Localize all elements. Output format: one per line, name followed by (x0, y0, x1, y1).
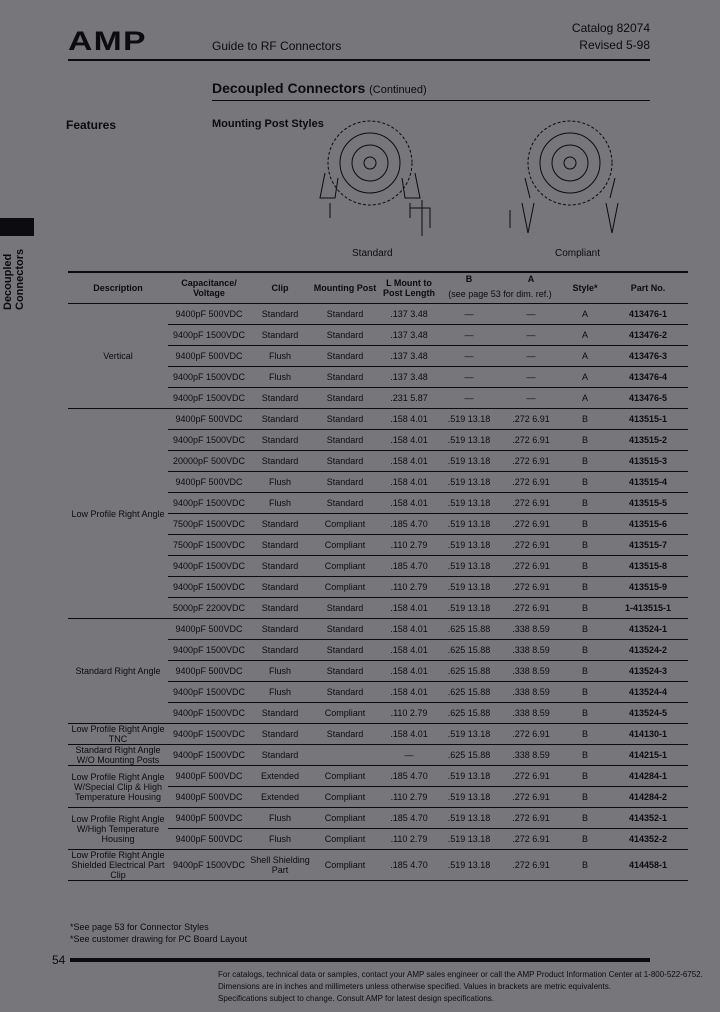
cell-capacitance: 7500pF 1500VDC (168, 514, 250, 535)
catalog-number: Catalog 82074 (571, 21, 650, 35)
cell-mounting-post: Compliant (310, 577, 380, 598)
cell-part-no: 413476-2 (608, 325, 688, 346)
cell-a-dim: .272 6.91 (500, 850, 562, 881)
cell-a-dim: .272 6.91 (500, 808, 562, 829)
cell-b-dim: .519 13.18 (438, 829, 500, 850)
cell-part-no: 413515-4 (608, 472, 688, 493)
cell-a-dim: .272 6.91 (500, 598, 562, 619)
cell-clip: Flush (250, 472, 310, 493)
cell-a-dim: .338 8.59 (500, 619, 562, 640)
cell-style: A (562, 367, 608, 388)
cell-capacitance: 9400pF 1500VDC (168, 325, 250, 346)
cell-b-dim: .519 13.18 (438, 514, 500, 535)
cell-capacitance: 9400pF 1500VDC (168, 493, 250, 514)
cell-l-length: .185 4.70 (380, 850, 438, 881)
cell-b-dim: .519 13.18 (438, 451, 500, 472)
table-body (68, 304, 688, 881)
cell-mounting-post: Standard (310, 367, 380, 388)
table-row (68, 808, 688, 829)
cell-style: B (562, 493, 608, 514)
cell-clip: Extended (250, 766, 310, 787)
section-rule (212, 100, 650, 101)
cell-a-dim: .272 6.91 (500, 724, 562, 745)
table-row (68, 850, 688, 881)
row-description: Low Profile Right Angle Shielded Electrical Part Clip (68, 850, 168, 881)
cell-l-length: .158 4.01 (380, 619, 438, 640)
cell-part-no: 413476-5 (608, 388, 688, 409)
cell-style: B (562, 472, 608, 493)
cell-a-dim: .272 6.91 (500, 409, 562, 430)
cell-clip: Standard (250, 409, 310, 430)
section-subtitle: (Continued) (369, 84, 427, 96)
cell-mounting-post: Compliant (310, 766, 380, 787)
cell-clip: Standard (250, 577, 310, 598)
cell-capacitance: 9400pF 1500VDC (168, 367, 250, 388)
cell-clip: Flush (250, 367, 310, 388)
cell-b-dim: .519 13.18 (438, 766, 500, 787)
cell-part-no: 414215-1 (608, 745, 688, 766)
cell-l-length: .158 4.01 (380, 640, 438, 661)
cell-style: B (562, 682, 608, 703)
cell-a-dim: — (500, 388, 562, 409)
cell-a-dim: .338 8.59 (500, 745, 562, 766)
cell-part-no: 1-413515-1 (608, 598, 688, 619)
footer-text (218, 969, 703, 1005)
cell-clip: Standard (250, 619, 310, 640)
cell-mounting-post: Compliant (310, 787, 380, 808)
cell-capacitance: 9400pF 500VDC (168, 808, 250, 829)
cell-part-no: 414130-1 (608, 724, 688, 745)
table-row (68, 724, 688, 745)
cell-l-length: .158 4.01 (380, 682, 438, 703)
cell-part-no: 414284-1 (608, 766, 688, 787)
row-description: Low Profile Right Angle W/Special Clip & High Temperature Housing (68, 766, 168, 808)
col-mounting-post: Mounting Post (310, 272, 380, 304)
cell-b-dim: — (438, 346, 500, 367)
cell-clip: Flush (250, 808, 310, 829)
mounting-post-drawings (310, 118, 640, 248)
cell-clip: Standard (250, 703, 310, 724)
cell-style: B (562, 745, 608, 766)
cell-mounting-post: Standard (310, 640, 380, 661)
cell-a-dim: .338 8.59 (500, 640, 562, 661)
cell-l-length: .185 4.70 (380, 766, 438, 787)
cell-b-dim: — (438, 304, 500, 325)
cell-l-length: .110 2.79 (380, 577, 438, 598)
cell-a-dim: — (500, 367, 562, 388)
cell-a-dim: .272 6.91 (500, 493, 562, 514)
cell-mounting-post: Standard (310, 388, 380, 409)
features-heading: Features (66, 118, 117, 132)
cell-b-dim: .519 13.18 (438, 808, 500, 829)
cell-b-dim: — (438, 325, 500, 346)
cell-style: A (562, 388, 608, 409)
cell-clip: Flush (250, 493, 310, 514)
cell-part-no: 413476-4 (608, 367, 688, 388)
side-tab-line2: Connectors (14, 248, 26, 310)
side-tab-label (2, 242, 42, 312)
cell-a-dim: .338 8.59 (500, 682, 562, 703)
cell-l-length: .158 4.01 (380, 451, 438, 472)
cell-a-dim: .272 6.91 (500, 829, 562, 850)
cell-mounting-post: Standard (310, 430, 380, 451)
table-row (68, 619, 688, 640)
cell-style: B (562, 409, 608, 430)
cell-clip: Flush (250, 829, 310, 850)
cell-clip: Standard (250, 514, 310, 535)
cell-l-length: .137 3.48 (380, 367, 438, 388)
guide-title: Guide to RF Connectors (212, 39, 342, 53)
cell-l-length: .158 4.01 (380, 430, 438, 451)
table-row (68, 304, 688, 325)
cell-mounting-post: Standard (310, 724, 380, 745)
cell-style: A (562, 325, 608, 346)
cell-b-dim: .519 13.18 (438, 409, 500, 430)
cell-a-dim: .272 6.91 (500, 787, 562, 808)
cell-capacitance: 9400pF 1500VDC (168, 745, 250, 766)
cell-capacitance: 9400pF 500VDC (168, 304, 250, 325)
cell-l-length: .158 4.01 (380, 409, 438, 430)
cell-style: B (562, 556, 608, 577)
mounting-post-heading: Mounting Post Styles (212, 118, 324, 130)
cell-b-dim: .519 13.18 (438, 493, 500, 514)
cell-style: B (562, 703, 608, 724)
cell-clip: Standard (250, 598, 310, 619)
cell-l-length: .158 4.01 (380, 598, 438, 619)
col-clip: Clip (250, 272, 310, 304)
col-capacitance: Capacitance/ Voltage (168, 272, 250, 304)
cell-l-length: .158 4.01 (380, 472, 438, 493)
cell-l-length: .137 3.48 (380, 325, 438, 346)
compliant-label: Compliant (555, 248, 601, 259)
cell-part-no: 414352-2 (608, 829, 688, 850)
cell-mounting-post: Compliant (310, 850, 380, 881)
section-title-text: Decoupled Connectors (212, 80, 366, 96)
cell-capacitance: 9400pF 500VDC (168, 472, 250, 493)
cell-clip: Standard (250, 640, 310, 661)
cell-part-no: 413524-4 (608, 682, 688, 703)
cell-capacitance: 20000pF 500VDC (168, 451, 250, 472)
decoupled-connectors-table (68, 271, 688, 881)
cell-part-no: 413524-1 (608, 619, 688, 640)
cell-part-no: 413515-2 (608, 430, 688, 451)
cell-mounting-post: Standard (310, 409, 380, 430)
cell-b-dim: — (438, 388, 500, 409)
cell-part-no: 413524-3 (608, 661, 688, 682)
cell-b-dim: — (438, 367, 500, 388)
cell-capacitance: 9400pF 500VDC (168, 787, 250, 808)
row-description: Low Profile Right Angle TNC (68, 724, 168, 745)
cell-part-no: 413524-2 (608, 640, 688, 661)
cell-mounting-post: Compliant (310, 808, 380, 829)
cell-style: B (562, 577, 608, 598)
standard-label: Standard (352, 248, 393, 259)
cell-part-no: 413476-3 (608, 346, 688, 367)
cell-a-dim: .272 6.91 (500, 451, 562, 472)
cell-b-dim: .519 13.18 (438, 598, 500, 619)
compliant-post-drawing (510, 121, 618, 233)
cell-b-dim: .519 13.18 (438, 430, 500, 451)
cell-style: B (562, 808, 608, 829)
table-notes (70, 921, 247, 945)
cell-mounting-post: Compliant (310, 556, 380, 577)
cell-l-length: .231 5.87 (380, 388, 438, 409)
cell-part-no: 413515-6 (608, 514, 688, 535)
cell-a-dim: .272 6.91 (500, 577, 562, 598)
section-tab (0, 218, 34, 236)
footer-line: For catalogs, technical data or samples, contact your AMP sales engineer or call the AMP Product Information Center at 1-800-522-6752. (218, 970, 703, 979)
cell-style: B (562, 724, 608, 745)
cell-part-no: 413524-5 (608, 703, 688, 724)
cell-b-dim: .519 13.18 (438, 556, 500, 577)
cell-style: B (562, 619, 608, 640)
cell-style: B (562, 829, 608, 850)
cell-part-no: 413515-3 (608, 451, 688, 472)
cell-capacitance: 9400pF 1500VDC (168, 682, 250, 703)
cell-style: B (562, 661, 608, 682)
note-pcb: *See customer drawing for PC Board Layout (70, 934, 248, 944)
cell-style: B (562, 514, 608, 535)
cell-capacitance: 7500pF 1500VDC (168, 535, 250, 556)
cell-capacitance: 9400pF 1500VDC (168, 850, 250, 881)
cell-style: B (562, 451, 608, 472)
cell-mounting-post: Standard (310, 619, 380, 640)
cell-mounting-post: Standard (310, 346, 380, 367)
cell-b-dim: .625 15.88 (438, 619, 500, 640)
cell-mounting-post: Standard (310, 661, 380, 682)
cell-l-length: .137 3.48 (380, 304, 438, 325)
cell-part-no: 414284-2 (608, 787, 688, 808)
cell-a-dim: — (500, 346, 562, 367)
cell-capacitance: 9400pF 500VDC (168, 409, 250, 430)
cell-style: B (562, 598, 608, 619)
section-title (212, 80, 427, 96)
cell-b-dim: .519 13.18 (438, 850, 500, 881)
cell-b-dim: .625 15.88 (438, 640, 500, 661)
col-description: Description (68, 272, 168, 304)
cell-clip: Standard (250, 556, 310, 577)
cell-part-no: 414352-1 (608, 808, 688, 829)
cell-l-length: .185 4.70 (380, 556, 438, 577)
cell-a-dim: — (500, 325, 562, 346)
col-b: B (438, 272, 500, 285)
cell-a-dim: .338 8.59 (500, 703, 562, 724)
cell-a-dim: .272 6.91 (500, 514, 562, 535)
footer-line: Specifications subject to change. Consult AMP for latest design specifications. (218, 994, 495, 1003)
dim-ref-note: (see page 53 for dim. ref.) (438, 285, 562, 304)
cell-part-no: 413515-8 (608, 556, 688, 577)
cell-capacitance: 9400pF 500VDC (168, 619, 250, 640)
cell-part-no: 413515-7 (608, 535, 688, 556)
cell-clip: Flush (250, 682, 310, 703)
cell-clip: Standard (250, 535, 310, 556)
cell-capacitance: 9400pF 1500VDC (168, 388, 250, 409)
table-row (68, 409, 688, 430)
cell-mounting-post: Standard (310, 598, 380, 619)
cell-capacitance: 9400pF 1500VDC (168, 640, 250, 661)
table-row (68, 745, 688, 766)
cell-a-dim: .272 6.91 (500, 556, 562, 577)
cell-mounting-post (310, 745, 380, 766)
table-header-row (68, 272, 688, 285)
cell-capacitance: 9400pF 1500VDC (168, 577, 250, 598)
cell-l-length: .110 2.79 (380, 703, 438, 724)
cell-clip: Standard (250, 430, 310, 451)
cell-l-length: .185 4.70 (380, 514, 438, 535)
cell-l-length: .158 4.01 (380, 724, 438, 745)
table-row (68, 766, 688, 787)
cell-clip: Flush (250, 346, 310, 367)
cell-clip: Standard (250, 724, 310, 745)
cell-b-dim: .625 15.88 (438, 661, 500, 682)
cell-l-length: — (380, 745, 438, 766)
col-l: L Mount to Post Length (380, 272, 438, 304)
cell-b-dim: .625 15.88 (438, 703, 500, 724)
cell-l-length: .137 3.48 (380, 346, 438, 367)
cell-b-dim: .519 13.18 (438, 724, 500, 745)
col-part-no: Part No. (608, 272, 688, 304)
cell-part-no: 413476-1 (608, 304, 688, 325)
cell-b-dim: .519 13.18 (438, 787, 500, 808)
cell-b-dim: .625 15.88 (438, 682, 500, 703)
cell-clip: Standard (250, 304, 310, 325)
amp-logo: AMP (68, 26, 147, 56)
cell-clip: Standard (250, 325, 310, 346)
cell-part-no: 413515-9 (608, 577, 688, 598)
cell-clip: Standard (250, 451, 310, 472)
cell-l-length: .158 4.01 (380, 493, 438, 514)
cell-style: A (562, 304, 608, 325)
cell-style: B (562, 640, 608, 661)
cell-style: B (562, 787, 608, 808)
cell-capacitance: 9400pF 1500VDC (168, 556, 250, 577)
cell-style: B (562, 430, 608, 451)
cell-mounting-post: Standard (310, 493, 380, 514)
note-styles: *See page 53 for Connector Styles (70, 922, 209, 932)
cell-capacitance: 9400pF 500VDC (168, 829, 250, 850)
row-description: Low Profile Right Angle (68, 409, 168, 619)
cell-capacitance: 9400pF 1500VDC (168, 724, 250, 745)
row-description: Vertical (68, 304, 168, 409)
header-rule (68, 59, 650, 61)
catalog-info (572, 20, 650, 54)
cell-b-dim: .625 15.88 (438, 745, 500, 766)
cell-a-dim: .272 6.91 (500, 766, 562, 787)
cell-capacitance: 9400pF 1500VDC (168, 430, 250, 451)
cell-style: B (562, 535, 608, 556)
cell-clip: Flush (250, 661, 310, 682)
cell-capacitance: 9400pF 500VDC (168, 346, 250, 367)
cell-part-no: 413515-5 (608, 493, 688, 514)
standard-post-drawing (320, 121, 430, 236)
cell-style: B (562, 766, 608, 787)
cell-mounting-post: Compliant (310, 514, 380, 535)
cell-mounting-post: Standard (310, 472, 380, 493)
cell-l-length: .158 4.01 (380, 661, 438, 682)
col-a: A (500, 272, 562, 285)
revised-date: Revised 5-98 (579, 38, 650, 52)
cell-style: B (562, 850, 608, 881)
cell-a-dim: .338 8.59 (500, 661, 562, 682)
cell-b-dim: .519 13.18 (438, 535, 500, 556)
cell-capacitance: 5000pF 2200VDC (168, 598, 250, 619)
cell-a-dim: .272 6.91 (500, 472, 562, 493)
col-style: Style* (562, 272, 608, 304)
cell-mounting-post: Compliant (310, 535, 380, 556)
cell-l-length: .110 2.79 (380, 787, 438, 808)
cell-l-length: .110 2.79 (380, 535, 438, 556)
cell-a-dim: .272 6.91 (500, 430, 562, 451)
cell-part-no: 414458-1 (608, 850, 688, 881)
cell-a-dim: — (500, 304, 562, 325)
row-description: Standard Right Angle (68, 619, 168, 724)
cell-capacitance: 9400pF 500VDC (168, 766, 250, 787)
cell-mounting-post: Standard (310, 682, 380, 703)
cell-l-length: .185 4.70 (380, 808, 438, 829)
cell-mounting-post: Standard (310, 325, 380, 346)
cell-b-dim: .519 13.18 (438, 472, 500, 493)
cell-mounting-post: Compliant (310, 703, 380, 724)
cell-mounting-post: Compliant (310, 829, 380, 850)
cell-capacitance: 9400pF 500VDC (168, 661, 250, 682)
footer-line: Dimensions are in inches and millimeters unless otherwise specified. Values in brackets are metric equivalents. (218, 982, 611, 991)
cell-a-dim: .272 6.91 (500, 535, 562, 556)
cell-mounting-post: Standard (310, 304, 380, 325)
row-description: Standard Right Angle W/O Mounting Posts (68, 745, 168, 766)
cell-style: A (562, 346, 608, 367)
footer-rule (70, 958, 650, 962)
cell-clip: Shell Shielding Part (250, 850, 310, 881)
cell-mounting-post: Standard (310, 451, 380, 472)
page-number: 54 (52, 953, 66, 967)
cell-clip: Extended (250, 787, 310, 808)
cell-b-dim: .519 13.18 (438, 577, 500, 598)
cell-clip: Standard (250, 388, 310, 409)
side-tab-line1: Decoupled (2, 253, 14, 310)
row-description: Low Profile Right Angle W/High Temperature Housing (68, 808, 168, 850)
cell-clip: Standard (250, 745, 310, 766)
cell-l-length: .110 2.79 (380, 829, 438, 850)
cell-part-no: 413515-1 (608, 409, 688, 430)
cell-capacitance: 9400pF 1500VDC (168, 703, 250, 724)
